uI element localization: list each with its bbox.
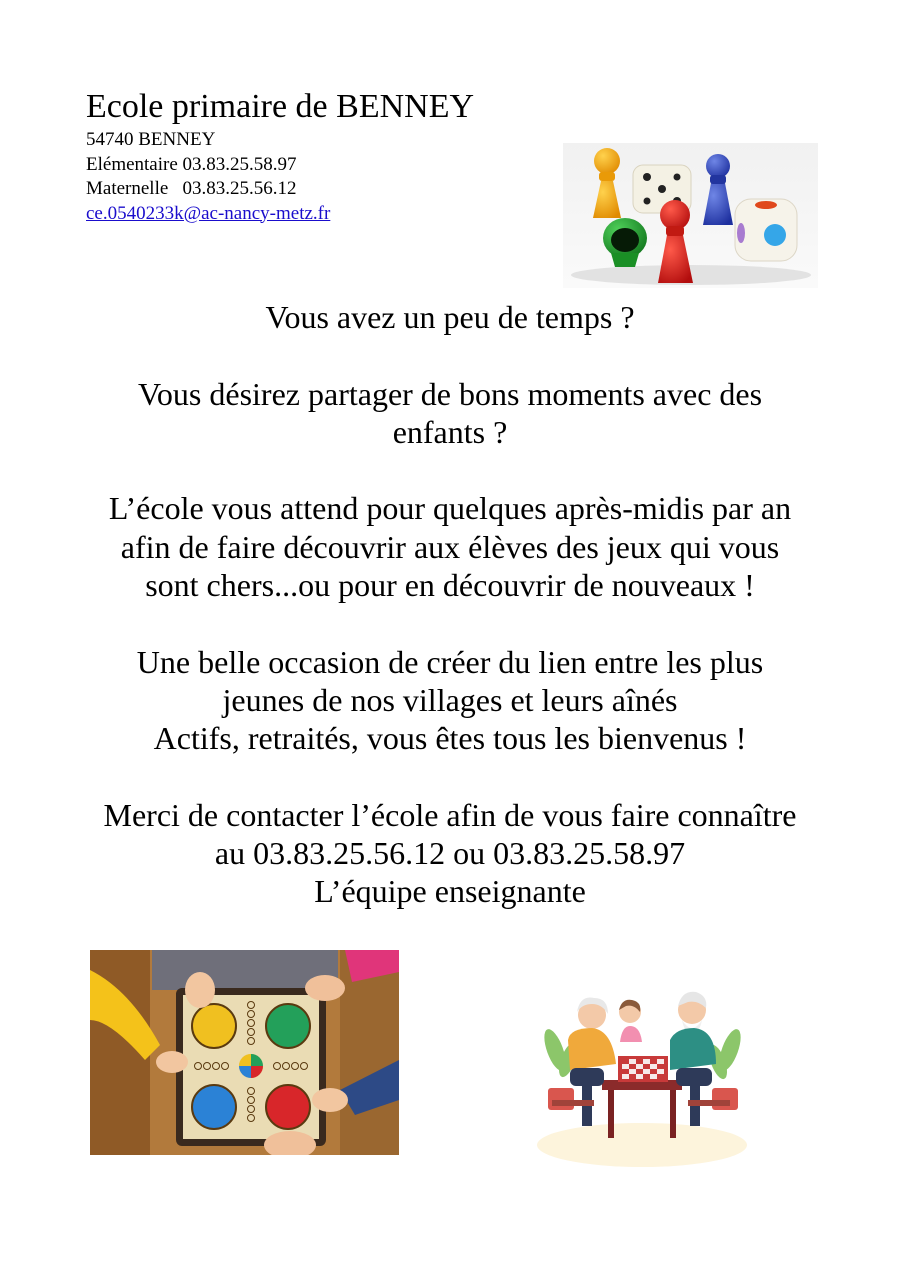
- invitation-line-2: afin de faire découvrir aux élèves des jeux qui vous: [120, 528, 780, 565]
- invitation-line-3: sont chers...ou pour en découvrir de nouveaux !: [145, 567, 755, 604]
- nursery-phone: Maternelle 03.83.25.56.12: [86, 178, 297, 199]
- child-icon: [619, 1000, 642, 1042]
- school-header: [86, 86, 474, 226]
- email-link[interactable]: ce.0540233k@ac-nancy-metz.fr: [86, 202, 331, 224]
- invitation-text: [60, 298, 840, 911]
- color-die-icon: [735, 199, 797, 261]
- contact-line-1: Merci de contacter l’école afin de vous faire connaître: [103, 796, 797, 833]
- question-time: Vous avez un peu de temps ?: [265, 299, 635, 335]
- postal-address: 54740 BENNEY: [86, 129, 216, 150]
- hand-icon: [156, 1051, 188, 1073]
- ludo-board-icon: [176, 988, 326, 1146]
- occasion-line-1: Une belle occasion de créer du lien entre les plus: [136, 643, 764, 680]
- checkerboard-icon: [618, 1056, 668, 1082]
- invitation-line-1: L’école vous attend pour quelques après-midis par an: [108, 490, 792, 527]
- ludo-board-image: [90, 950, 399, 1155]
- contact-line-2: au 03.83.25.56.12 ou 03.83.25.58.97: [214, 835, 686, 872]
- school-name: Ecole primaire de BENNEY: [86, 88, 475, 125]
- occasion-line-2: jeunes de nos villages et leurs aînés: [222, 681, 678, 718]
- seniors-playing-image: [530, 980, 755, 1170]
- signature: L’équipe enseignante: [314, 873, 586, 910]
- question-share-line-1: Vous désirez partager de bons moments avec des: [137, 375, 763, 412]
- occasion-line-3: Actifs, retraités, vous êtes tous les bienvenus !: [153, 720, 747, 757]
- elementary-phone: Elémentaire 03.83.25.58.97: [86, 153, 297, 175]
- question-share-line-2: enfants ?: [392, 413, 508, 450]
- game-pieces-image: [563, 143, 818, 288]
